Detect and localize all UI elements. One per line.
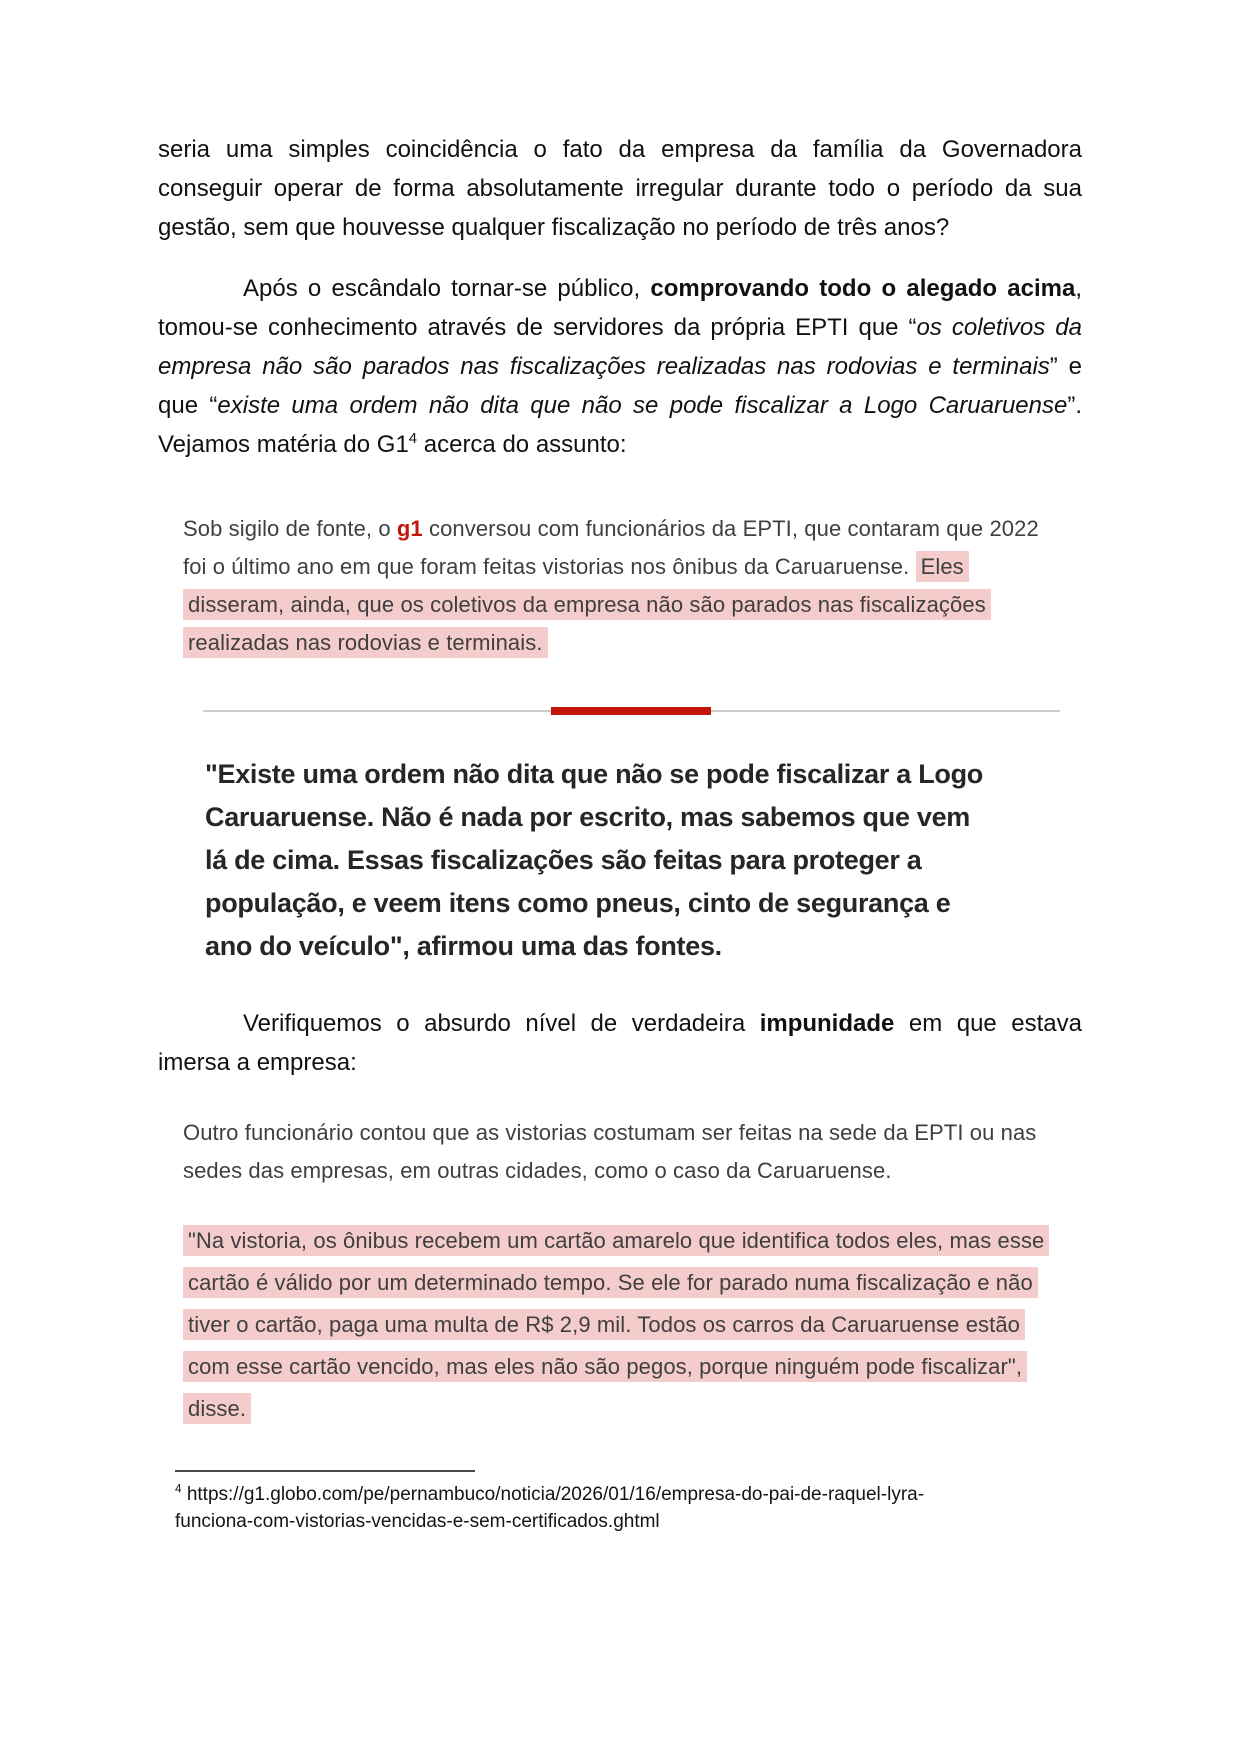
footnote-text — [175, 1481, 945, 1535]
g1-article-excerpt-2: Outro funcionário contou que as vistorias costumam ser feitas na sede da EPTI ou nas sedes das empresas, em outras cidades, como o caso da Caruaruense. — [183, 1120, 1037, 1183]
footnote-separator — [175, 1470, 475, 1472]
footnote-url: https://g1.globo.com/pe/pernambuco/noticia/2026/01/16/empresa-do-pai-de-raquel-lyra-funciona-com-vistorias-vencidas-e-sem-certificados.ghtml — [175, 1484, 925, 1532]
paragraph-verifiquemos: Verifiquemos o absurdo nível de verdadeira impunidade em que estava imersa a empresa: — [158, 1010, 1082, 1076]
footnote-marker: 4 — [175, 1482, 182, 1496]
pull-quote-fonte: "Existe uma ordem não dita que não se pode fiscalizar a Logo Caruaruense. Não é nada por escrito, mas sabemos que vem lá de cima. Essas fiscalizações são feitas para proteger a população, e veem itens como pneus, cinto de segurança e ano do veículo", afirmou uma das fontes. — [205, 759, 983, 961]
paragraph-intro: seria uma simples coincidência o fato da empresa da família da Governadora conseguir operar de forma absolutamente irregular durante todo o período da sua gestão, sem que houvesse qualquer fiscalização no período de três anos? — [158, 136, 1082, 241]
section-divider — [203, 706, 1060, 715]
divider-red-accent — [551, 707, 711, 715]
footnote — [175, 1470, 1082, 1535]
g1-article-excerpt-1: Sob sigilo de fonte, o g1 conversou com funcionários da EPTI, que contaram que 2022 foi o último ano em que foram feitas vistorias nos ônibus da Caruaruense. Eles disseram, ainda, que os coletivos da empresa não são parados nas fiscalizações realizadas nas rodovias e terminais. — [183, 510, 1053, 662]
g1-article-excerpt-3: "Na vistoria, os ônibus recebem um cartão amarelo que identifica todos eles, mas esse cartão é válido por um determinado tempo. Se ele for parado numa fiscalização e não tiver o cartão, paga uma multa de R$ 2,9 mil. Todos os carros da Caruaruense estão com esse cartão vencido, mas eles não são pegos, porque ninguém pode fiscalizar", disse. — [183, 1220, 1067, 1430]
paragraph-apos-escandalo: Após o escândalo tornar-se público, comprovando todo o alegado acima, tomou-se conhecimento através de servidores da própria EPTI que “os coletivos da empresa não são parados nas fiscalizações realizadas nas rodovias e terminais” e que “existe uma ordem não dita que não se pode fiscalizar a Logo Caruaruense”. Vejamos matéria do $G1^4$ acerca do assunto: — [158, 275, 1083, 458]
